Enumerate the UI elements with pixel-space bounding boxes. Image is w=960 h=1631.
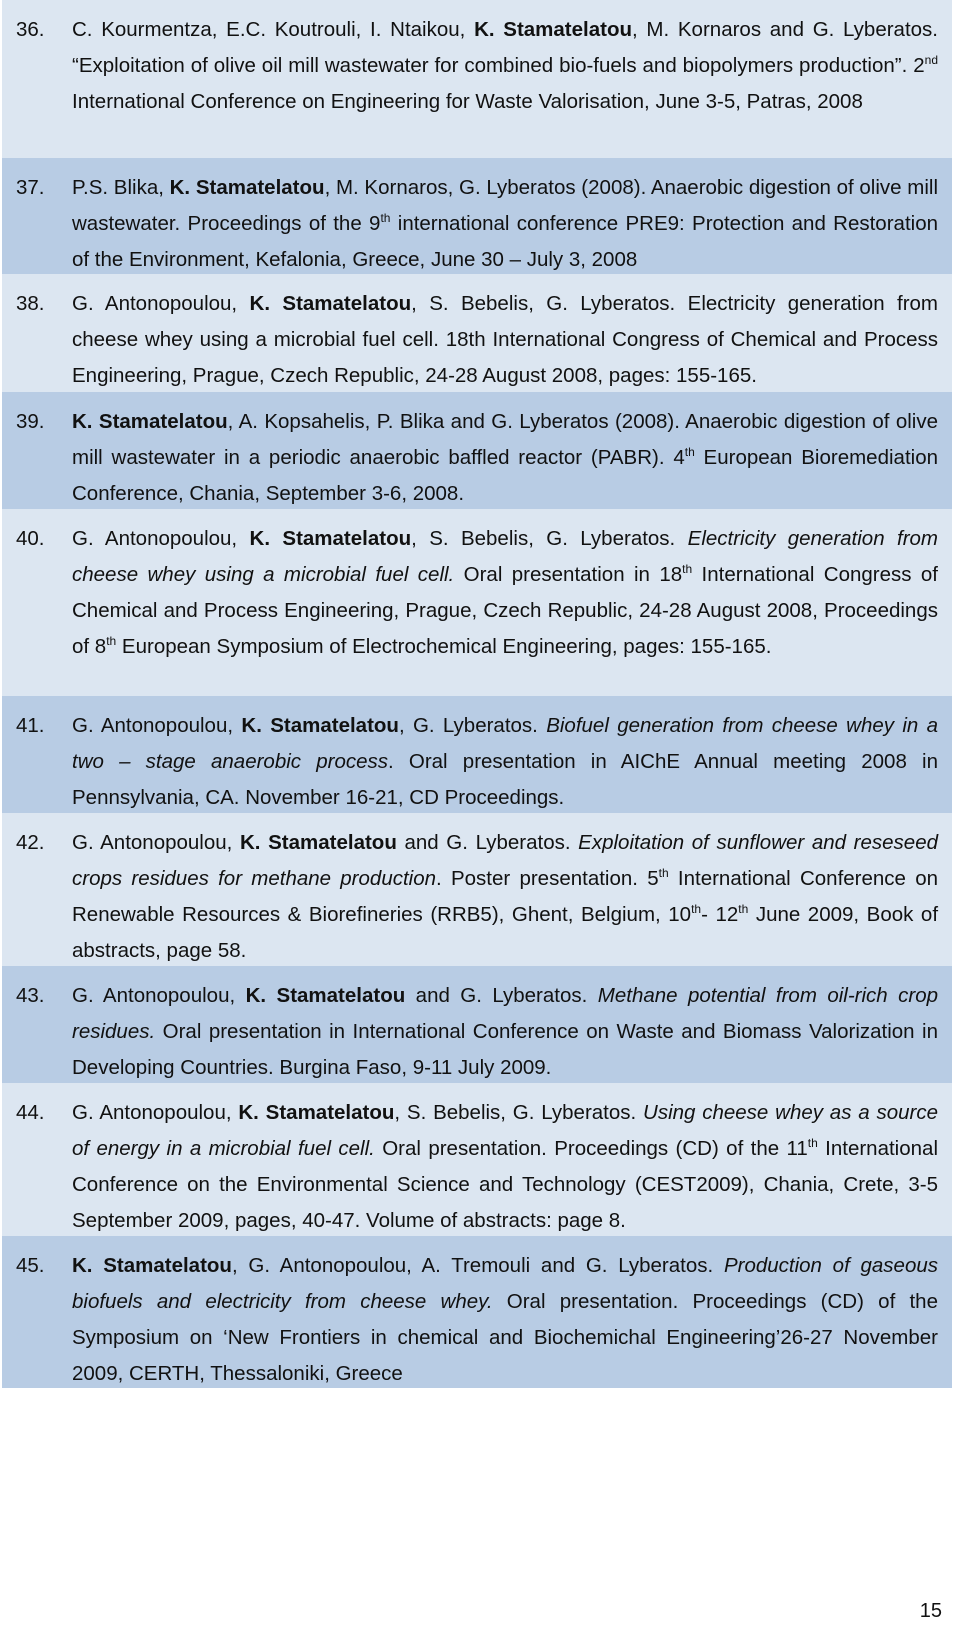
publication-entry-39 [2, 392, 952, 509]
highlighted-author: K. Stamatelatou [240, 831, 397, 854]
entry-text: K. Stamatelatou, G. Antonopoulou, A. Tremouli and G. Lyberatos. Production of gaseous biofuels and electricity from cheese whey. Oral presentation. Proceedings (CD) of the Symposium on ‘New Frontiers in chemical and Biochemichal Engineering’26-27 November 2009, CERTH, Thessaloniki, Greece [72, 1254, 939, 1385]
entry-number: 39. [16, 410, 45, 433]
paper-title: Electricity generation from cheese whey using a microbial fuel cell. [72, 527, 938, 586]
paper-title: Biofuel generation from cheese whey in a two – stage anaerobic process [72, 714, 939, 773]
entry-text: C. Kourmentza, E.C. Koutrouli, I. Ntaikou, K. Stamatelatou, M. Kornaros and G. Lyberatos. “Exploitation of olive oil mill wastewater for combined bio-fuels and biopolymers production”. 2nd International Conference on Engineering for Waste Valorisation, June 3-5, Patras, 2008 [72, 18, 939, 113]
paper-title: Production of gaseous biofuels and electricity from cheese whey. [72, 1254, 939, 1313]
entry-text: G. Antonopoulou, K. Stamatelatou, G. Lyberatos. Biofuel generation from cheese whey in a two – stage anaerobic process. Oral presentation in AIChE Annual meeting 2008 in Pennsylvania, CA. November 16-21, CD Proceedings. [72, 714, 939, 809]
highlighted-author: K. Stamatelatou [169, 176, 325, 199]
publication-entry-37 [2, 158, 952, 274]
entry-number: 37. [16, 176, 45, 199]
publication-entry-41 [2, 696, 952, 813]
entry-text: G. Antonopoulou, K. Stamatelatou and G. Lyberatos. Exploitation of sunflower and reseseed crops residues for methane production. Poster presentation. 5th International Conference on Renewable Resources & Biorefineries (RRB5), Ghent, Belgium, 10th- 12th June 2009, Book of abstracts, page 58. [72, 831, 939, 962]
publication-entry-40 [2, 509, 952, 696]
highlighted-author: K. Stamatelatou [249, 527, 412, 550]
highlighted-author: K. Stamatelatou [241, 714, 399, 737]
highlighted-author: K. Stamatelatou [249, 292, 412, 315]
paper-title: Methane potential from oil-rich crop residues. [72, 984, 938, 1043]
highlighted-author: K. Stamatelatou [245, 984, 406, 1007]
entry-number: 44. [16, 1101, 45, 1124]
entry-number: 42. [16, 831, 45, 854]
page-number: 15 [919, 1600, 942, 1622]
entry-text: P.S. Blika, K. Stamatelatou, M. Kornaros, G. Lyberatos (2008). Anaerobic digestion of olive mill wastewater. Proceedings of the 9th international conference PRE9: Protection and Restoration of the Environment, Kefalonia, Greece, June 30 – July 3, 2008 [72, 176, 938, 271]
entry-number: 45. [16, 1254, 45, 1277]
entry-number: 43. [16, 984, 45, 1007]
highlighted-author: K. Stamatelatou [72, 410, 228, 433]
entry-text: G. Antonopoulou, K. Stamatelatou and G. Lyberatos. Methane potential from oil-rich crop residues. Oral presentation in International Conference on Waste and Biomass Valorization in Developing Countries. Burgina Faso, 9-11 July 2009. [72, 984, 938, 1079]
publication-entry-36 [2, 0, 952, 158]
entry-number: 36. [16, 18, 45, 41]
paper-title: Exploitation of sunflower and reseseed crops residues for methane production [72, 831, 939, 890]
publication-entry-42 [2, 813, 952, 966]
publication-entry-44 [2, 1083, 952, 1236]
entry-text: G. Antonopoulou, K. Stamatelatou, S. Bebelis, G. Lyberatos. Electricity generation from cheese whey using a microbial fuel cell. 18th International Congress of Chemical and Process Engineering, Prague, Czech Republic, 24-28 August 2008, pages: 155-165. [72, 292, 938, 387]
highlighted-author: K. Stamatelatou [238, 1101, 395, 1124]
entry-number: 40. [16, 527, 45, 550]
highlighted-author: K. Stamatelatou [474, 18, 632, 41]
entry-text: G. Antonopoulou, K. Stamatelatou, S. Bebelis, G. Lyberatos. Using cheese whey as a source of energy in a microbial fuel cell. Oral presentation. Proceedings (CD) of the 11th International Conference on the Environmental Science and Technology (CEST2009), Chania, Crete, 3-5 September 2009, pages, 40-47. Volume of abstracts: page 8. [72, 1101, 938, 1232]
entry-number: 41. [16, 714, 45, 737]
highlighted-author: K. Stamatelatou [72, 1254, 232, 1277]
publication-entry-38 [2, 274, 952, 392]
entry-text: G. Antonopoulou, K. Stamatelatou, S. Bebelis, G. Lyberatos. Electricity generation from cheese whey using a microbial fuel cell. Oral presentation in 18th International Congress of Chemical and Process Engineering, Prague, Czech Republic, 24-28 August 2008, Proceedings of 8th European Symposium of Electrochemical Engineering, pages: 155-165. [72, 527, 938, 658]
entry-number: 38. [16, 292, 45, 315]
paper-title: Using cheese whey as a source of energy in a microbial fuel cell. [72, 1101, 938, 1160]
publication-entry-43 [2, 966, 952, 1083]
publication-entry-45 [2, 1236, 952, 1388]
entry-text: K. Stamatelatou, A. Kopsahelis, P. Blika and G. Lyberatos (2008). Anaerobic digestion of olive mill wastewater in a periodic anaerobic baffled reactor (PABR). 4th European Bioremediation Conference, Chania, September 3-6, 2008. [72, 410, 938, 505]
